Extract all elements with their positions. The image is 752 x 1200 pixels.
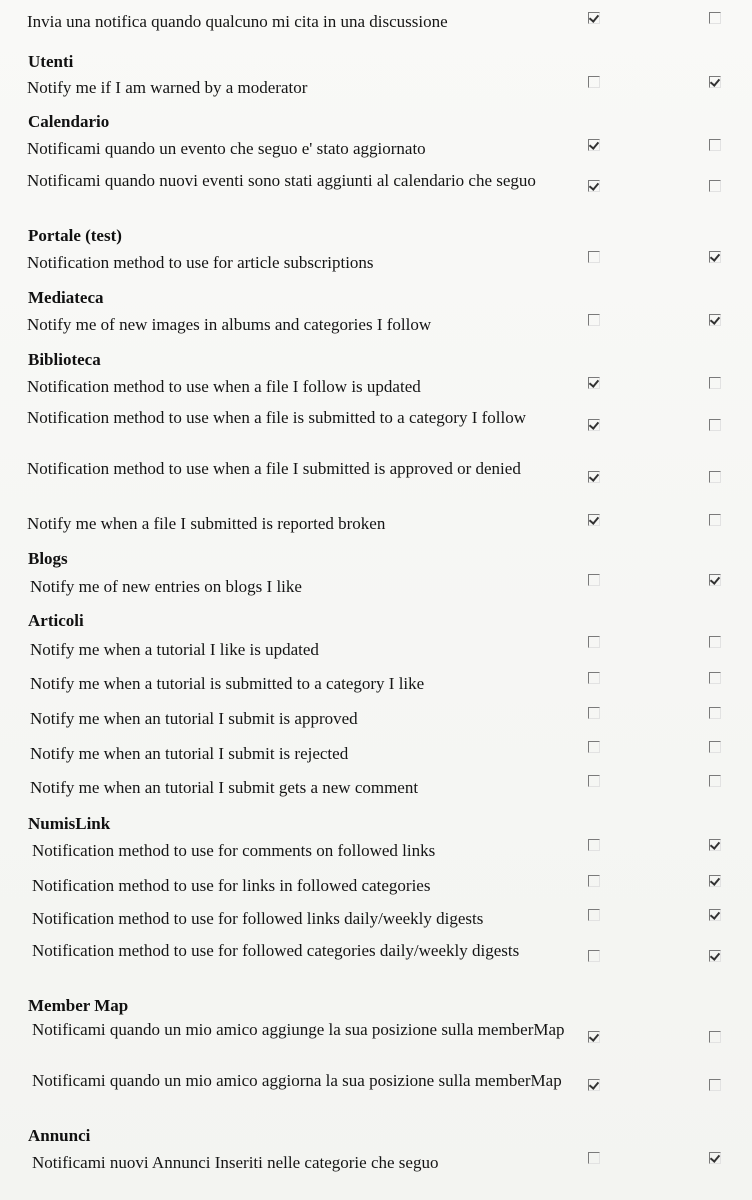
inline-notification-checkbox[interactable] [588, 12, 600, 24]
section-heading: Calendario [28, 112, 110, 131]
inline-notification-checkbox[interactable] [588, 1031, 600, 1043]
notification-option-label: Notify me when an tutorial I submit is approved [30, 709, 358, 728]
notification-option-label: Notification method to use when a file I follow is updated [27, 377, 421, 396]
email-notification-checkbox[interactable] [709, 12, 721, 24]
notification-option-label: Notification method to use when a file I submitted is approved or denied [27, 459, 521, 478]
notification-option-label: Notify me when a tutorial is submitted to a category I like [30, 674, 425, 693]
email-notification-checkbox[interactable] [709, 741, 721, 753]
notification-option-label: Notificami quando un mio amico aggiorna la sua posizione sulla memberMap [32, 1071, 562, 1090]
section-heading: Utenti [28, 52, 74, 71]
email-notification-checkbox[interactable] [709, 707, 721, 719]
notification-option-label: Notificami quando nuovi eventi sono stati aggiunti al calendario che seguo [27, 171, 536, 190]
inline-notification-checkbox[interactable] [588, 139, 600, 151]
notification-option-label: Notify me when an tutorial I submit is rejected [30, 744, 349, 763]
inline-notification-checkbox[interactable] [588, 636, 600, 648]
notification-option-label: Notification method to use for links in followed categories [32, 876, 431, 895]
inline-notification-checkbox[interactable] [588, 419, 600, 431]
email-notification-checkbox[interactable] [709, 636, 721, 648]
notification-option-label: Notify me if I am warned by a moderator [27, 78, 308, 97]
inline-notification-checkbox[interactable] [588, 1152, 600, 1164]
section-heading: Portale (test) [28, 226, 122, 245]
inline-notification-checkbox[interactable] [588, 574, 600, 586]
section-heading: Biblioteca [28, 350, 101, 369]
section-heading: Annunci [28, 1126, 91, 1145]
inline-notification-checkbox[interactable] [588, 76, 600, 88]
notification-option-label: Notification method to use for article subscriptions [27, 253, 374, 272]
email-notification-checkbox[interactable] [709, 909, 721, 921]
notification-option-label: Notificami quando un evento che seguo e' stato aggiornato [27, 139, 426, 158]
notification-option-label: Notification method to use for comments on followed links [32, 841, 436, 860]
notification-option-label: Notificami quando un mio amico aggiunge la sua posizione sulla memberMap [32, 1020, 565, 1039]
inline-notification-checkbox[interactable] [588, 180, 600, 192]
notification-option-label: Notificami nuovi Annunci Inseriti nelle categorie che seguo [32, 1153, 439, 1172]
email-notification-checkbox[interactable] [709, 314, 721, 326]
notification-option-label: Notify me when an tutorial I submit gets a new comment [30, 778, 419, 797]
inline-notification-checkbox[interactable] [588, 909, 600, 921]
email-notification-checkbox[interactable] [709, 471, 721, 483]
inline-notification-checkbox[interactable] [588, 1079, 600, 1091]
inline-notification-checkbox[interactable] [588, 377, 600, 389]
inline-notification-checkbox[interactable] [588, 741, 600, 753]
inline-notification-checkbox[interactable] [588, 950, 600, 962]
email-notification-checkbox[interactable] [709, 672, 721, 684]
notification-option-label: Notification method to use for followed links daily/weekly digests [32, 909, 484, 928]
inline-notification-checkbox[interactable] [588, 672, 600, 684]
section-heading: Blogs [28, 549, 68, 568]
section-heading: Mediateca [28, 288, 104, 307]
email-notification-checkbox[interactable] [709, 1152, 721, 1164]
email-notification-checkbox[interactable] [709, 76, 721, 88]
inline-notification-checkbox[interactable] [588, 514, 600, 526]
email-notification-checkbox[interactable] [709, 139, 721, 151]
notification-option-label: Notify me when a tutorial I like is updated [30, 640, 319, 659]
email-notification-checkbox[interactable] [709, 775, 721, 787]
email-notification-checkbox[interactable] [709, 875, 721, 887]
email-notification-checkbox[interactable] [709, 950, 721, 962]
inline-notification-checkbox[interactable] [588, 775, 600, 787]
notification-option-label: Notify me when a file I submitted is reported broken [27, 514, 386, 533]
email-notification-checkbox[interactable] [709, 574, 721, 586]
section-heading: Member Map [28, 996, 129, 1015]
notification-option-label: Notify me of new images in albums and categories I follow [27, 315, 432, 334]
email-notification-checkbox[interactable] [709, 1031, 721, 1043]
inline-notification-checkbox[interactable] [588, 875, 600, 887]
email-notification-checkbox[interactable] [709, 377, 721, 389]
email-notification-checkbox[interactable] [709, 1079, 721, 1091]
notification-option-label: Invia una notifica quando qualcuno mi cita in una discussione [27, 12, 448, 31]
section-heading: NumisLink [28, 814, 111, 833]
inline-notification-checkbox[interactable] [588, 251, 600, 263]
notification-option-label: Notification method to use when a file is submitted to a category I follow [27, 408, 527, 427]
inline-notification-checkbox[interactable] [588, 707, 600, 719]
email-notification-checkbox[interactable] [709, 251, 721, 263]
inline-notification-checkbox[interactable] [588, 839, 600, 851]
email-notification-checkbox[interactable] [709, 839, 721, 851]
email-notification-checkbox[interactable] [709, 419, 721, 431]
notification-option-label: Notification method to use for followed categories daily/weekly digests [32, 941, 520, 960]
email-notification-checkbox[interactable] [709, 180, 721, 192]
inline-notification-checkbox[interactable] [588, 471, 600, 483]
notification-option-label: Notify me of new entries on blogs I like [30, 577, 302, 596]
email-notification-checkbox[interactable] [709, 514, 721, 526]
section-heading: Articoli [28, 611, 84, 630]
inline-notification-checkbox[interactable] [588, 314, 600, 326]
